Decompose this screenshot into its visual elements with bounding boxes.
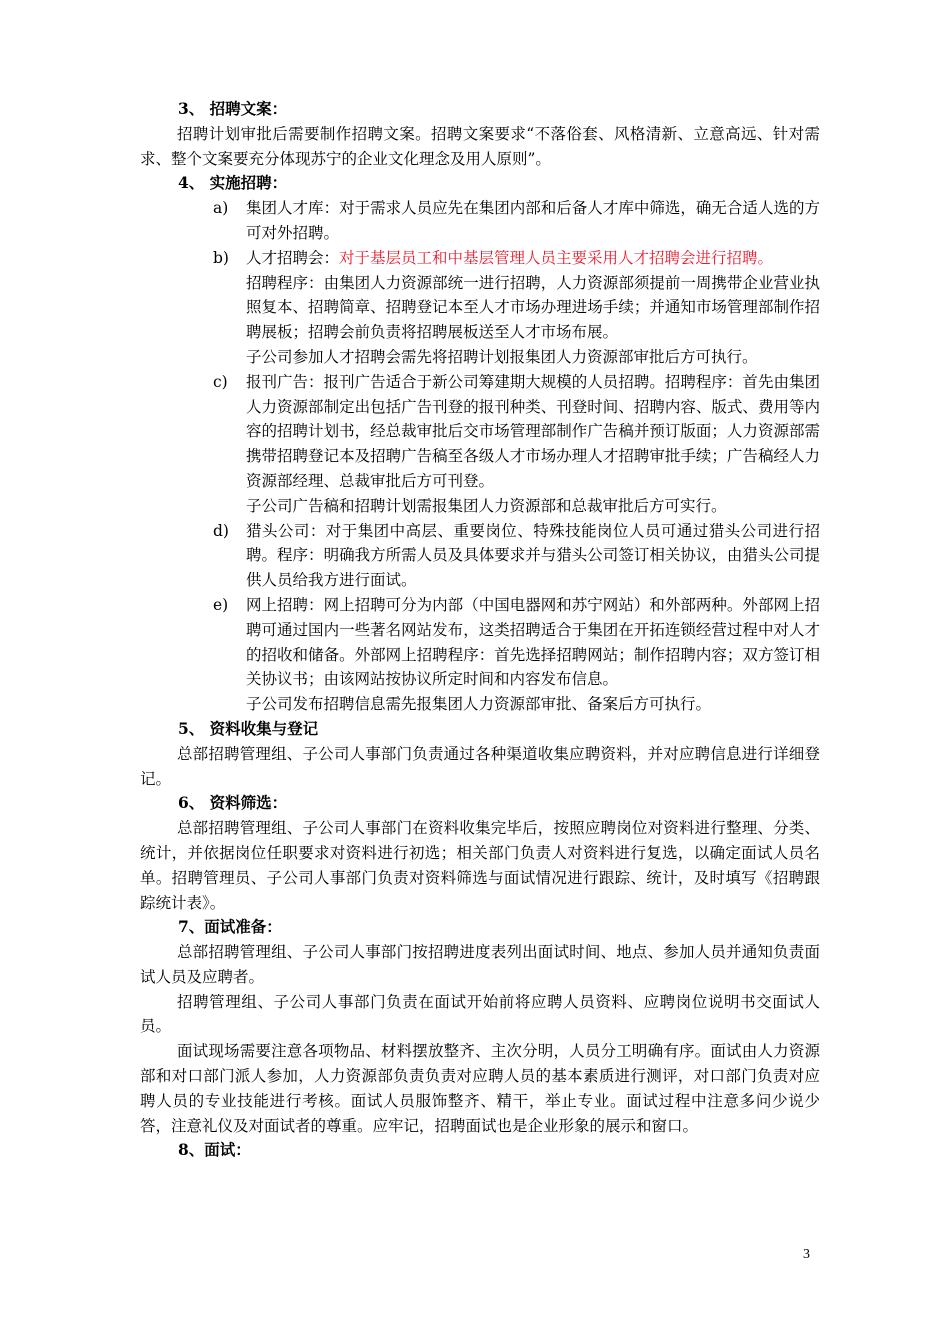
section-5-heading: 5、 资料收集与登记 <box>178 718 319 738</box>
section-6-heading: 6、 资料筛选： <box>178 793 288 813</box>
highlighted-text: 对于基层员工和中基层管理人员主要采用人才招聘会进行招聘。 <box>339 248 774 267</box>
list-item-d <box>140 519 820 593</box>
section-7-paragraph: 招聘管理组、子公司人事部门负责在面试开始前将应聘人员资料、应聘岗位说明书交面试人员。 <box>140 992 820 1036</box>
list-item-c <box>140 370 820 519</box>
list-item-text: 网上招聘：网上招聘可分为内部（中国电器网和苏宁网站）和外部两种。外部网上招聘可通过国内一些著名网站发布，这类招聘适合于集团在开拓连锁经营过程中对人才的招收和储备。外部网上招聘程序：首先选择招聘网站；制作招聘内容；双方签订相关协议书；由该网站按协议所定时间和内容发布信息。 <box>246 595 820 689</box>
section-5-body: 总部招聘管理组、子公司人事部门负责通过各种渠道收集应聘资料，并对应聘信息进行详细登记。 <box>140 744 820 788</box>
list-item-text <box>246 246 820 271</box>
list-marker: e) <box>213 595 229 614</box>
list-item-text: 报刊广告：报刊广告适合于新公司筹建期大规模的人员招聘。招聘程序：首先由集团人力资源部制定出包括广告刊登的报刊种类、刊登时间、招聘内容、版式、费用等内容的招聘计划书，经总裁审批后交市场管理部制作广告稿并预订版面；人力资源部需携带招聘登记本及招聘广告稿至各级人才市场办理人才招聘审批手续；广告稿经人力资源部经理、总裁审批后方可刊登。 <box>246 372 820 490</box>
section-4-heading: 4、 实施招聘： <box>178 173 288 193</box>
list-item-e <box>140 593 820 717</box>
section-7-paragraph: 面试现场需要注意各项物品、材料摆放整齐、主次分明，人员分工明确有序。面试由人力资源部和对口部门派人参加，人力资源部负责负责对应聘人员的基本素质进行测评，对口部门负责对应聘人员的专业技能进行考核。面试人员服饰整齐、精干，举止专业。面试过程中注意多问少说少答，注意礼仪及对面试者的尊重。应牢记，招聘面试也是企业形象的展示和窗口。 <box>140 1042 820 1135</box>
section-7-heading: 7、面试准备： <box>178 917 282 937</box>
list-item-note: 子公司发布招聘信息需先报集团人力资源部审批、备案后方可执行。 <box>246 695 712 714</box>
section-3-body: 招聘计划审批后需要制作招聘文案。招聘文案要求“不落俗套、风格清新、立意高远、针对需求、整个文案要充分体现苏宁的企业文化理念及用人原则”。 <box>140 124 820 168</box>
list-item-text: 招聘程序：由集团人力资源部统一进行招聘，人力资源部须提前一周携带企业营业执照复本、招聘简章、招聘登记本至人才市场办理进场手续；并通知市场管理部制作招聘展板；招聘会前负责将招聘展板送至人才市场布展。 <box>246 273 820 342</box>
section-3-heading: 3、 招聘文案： <box>178 99 288 118</box>
list-marker: a) <box>213 199 229 218</box>
list-marker: d) <box>213 521 229 540</box>
list-marker: b) <box>213 248 229 267</box>
section-7-paragraph: 总部招聘管理组、子公司人事部门按招聘进度表列出面试时间、地点、参加人员并通知负责面试人员及应聘者。 <box>140 943 820 986</box>
document-body <box>140 97 820 1163</box>
list-item-note: 子公司参加人才招聘会需先将招聘计划报集团人力资源部审批后方可执行。 <box>246 347 758 366</box>
page-number: 3 <box>803 1247 810 1262</box>
list-item-lead: 人才招聘会： <box>246 248 340 267</box>
list-item-text: 集团人才库：对于需求人员应先在集团内部和后备人才库中筛选，确无合适人选的方可对外招聘。 <box>246 199 820 242</box>
list-item-note: 子公司广告稿和招聘计划需报集团人力资源部和总裁审批后方可实行。 <box>246 496 727 515</box>
section-6-body: 总部招聘管理组、子公司人事部门在资料收集完毕后，按照应聘岗位对资料进行整理、分类、统计，并依据岗位任职要求对资料进行初选；相关部门负责人对资料进行复选，以确定面试人员名单。招聘管理员、子公司人事部门负责对资料筛选与面试情况进行跟踪、统计，及时填写《招聘跟踪统计表》。 <box>140 819 820 912</box>
list-marker: c) <box>213 372 228 391</box>
list-item-a <box>140 196 820 246</box>
section-8-heading: 8、面试： <box>178 1140 251 1160</box>
list-item-text: 猎头公司：对于集团中高层、重要岗位、特殊技能岗位人员可通过猎头公司进行招聘。程序：明确我方所需人员及具体要求并与猎头公司签订相关协议，由猎头公司提供人员给我方进行面试。 <box>246 521 820 590</box>
list-item-b <box>140 246 820 370</box>
